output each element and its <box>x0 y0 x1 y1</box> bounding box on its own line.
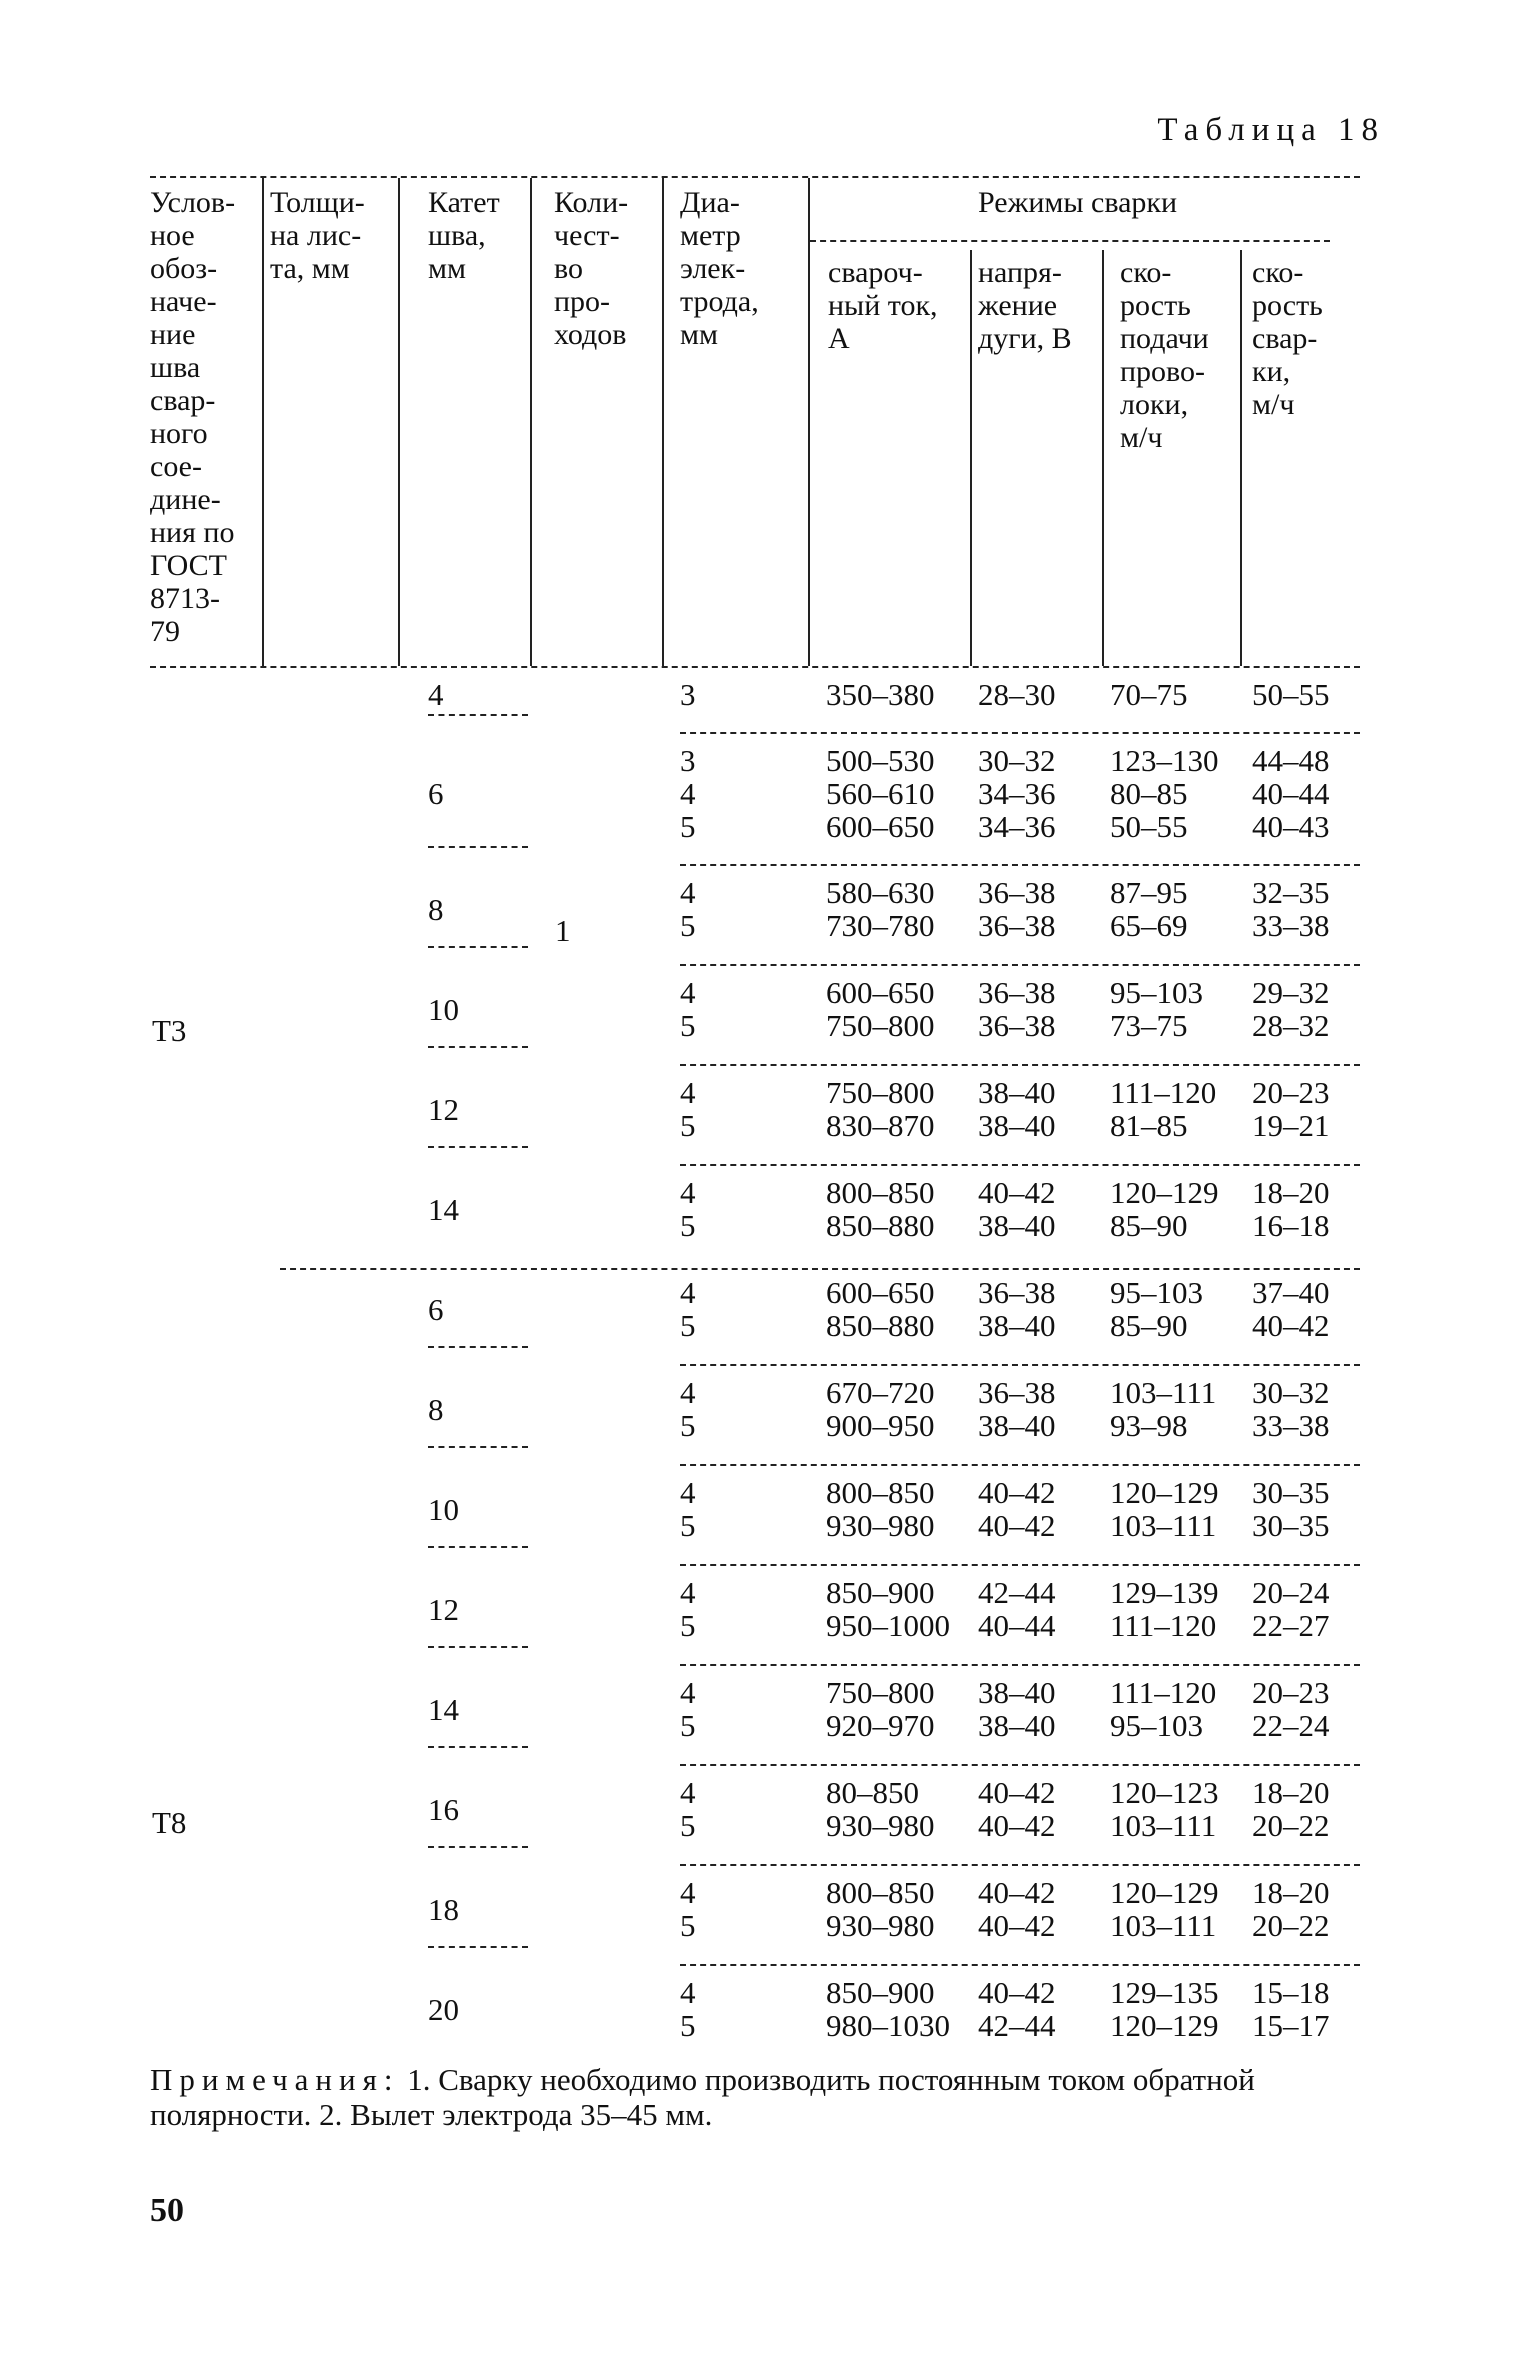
leg-separator <box>428 1646 528 1648</box>
electrode-diameter-cell: 4 <box>680 1975 696 2010</box>
weld-speed-cell: 40–44 <box>1252 776 1330 811</box>
electrode-diameter-cell: 4 <box>680 1475 696 1510</box>
table-title: Таблица 18 <box>1157 112 1385 148</box>
leg-separator <box>428 1046 528 1048</box>
electrode-diameter-cell: 3 <box>680 743 696 778</box>
voltage-cell: 28–30 <box>978 677 1056 712</box>
wire-speed-cell: 70–75 <box>1110 677 1188 712</box>
voltage-cell: 38–40 <box>978 1208 1056 1243</box>
leg-cell: 8 <box>428 1391 444 1427</box>
voltage-cell: 42–44 <box>978 2008 1056 2043</box>
voltage-cell: 40–44 <box>978 1608 1056 1643</box>
notes-text: 1. Сварку необходимо производить постоянным током обратной полярности. 2. Вылет электрода 35–45 мм. <box>150 2062 1255 2132</box>
header-passes: Коли- чест- во про- ходов <box>554 186 629 351</box>
wire-speed-cell: 93–98 <box>1110 1408 1188 1443</box>
weld-speed-cell: 30–35 <box>1252 1475 1330 1510</box>
wire-speed-cell: 123–130 <box>1110 743 1219 778</box>
wire-speed-cell: 65–69 <box>1110 908 1188 943</box>
electrode-diameter-cell: 5 <box>680 1908 696 1943</box>
weld-type-t8: Т8 <box>152 1805 187 1840</box>
voltage-cell: 34–36 <box>978 809 1056 844</box>
current-cell: 980–1030 <box>826 2008 950 2043</box>
header-divider <box>808 178 810 666</box>
voltage-cell: 38–40 <box>978 1675 1056 1710</box>
group-separator <box>680 1864 1360 1866</box>
current-cell: 600–650 <box>826 1275 935 1310</box>
wire-speed-cell: 111–120 <box>1110 1075 1217 1110</box>
electrode-diameter-cell: 4 <box>680 776 696 811</box>
wire-speed-cell: 73–75 <box>1110 1008 1188 1043</box>
voltage-cell: 40–42 <box>978 1475 1056 1510</box>
group-separator <box>680 732 1360 734</box>
weld-speed-cell: 44–48 <box>1252 743 1330 778</box>
current-cell: 580–630 <box>826 875 935 910</box>
leg-separator <box>428 1746 528 1748</box>
current-cell: 850–900 <box>826 1975 935 2010</box>
weld-speed-cell: 15–17 <box>1252 2008 1330 2043</box>
voltage-cell: 36–38 <box>978 875 1056 910</box>
wire-speed-cell: 111–120 <box>1110 1675 1217 1710</box>
wire-speed-cell: 50–55 <box>1110 809 1188 844</box>
weld-speed-cell: 30–35 <box>1252 1508 1330 1543</box>
electrode-diameter-cell: 4 <box>680 1575 696 1610</box>
current-cell: 800–850 <box>826 1875 935 1910</box>
electrode-diameter-cell: 4 <box>680 1075 696 1110</box>
current-cell: 900–950 <box>826 1408 935 1443</box>
header-divider <box>1102 250 1104 666</box>
wire-speed-cell: 129–139 <box>1110 1575 1219 1610</box>
wire-speed-cell: 120–129 <box>1110 1875 1219 1910</box>
current-cell: 930–980 <box>826 1808 935 1843</box>
current-cell: 750–800 <box>826 1008 935 1043</box>
table-notes <box>150 2062 1390 2132</box>
header-leg: Катет шва, мм <box>428 186 500 285</box>
leg-cell: 6 <box>428 1291 444 1327</box>
weld-speed-cell: 22–24 <box>1252 1708 1330 1743</box>
leg-cell: 14 <box>428 1191 459 1227</box>
electrode-diameter-cell: 5 <box>680 1708 696 1743</box>
header-divider <box>530 178 532 666</box>
leg-cell: 6 <box>428 776 444 811</box>
leg-separator <box>428 1546 528 1548</box>
electrode-diameter-cell: 5 <box>680 1008 696 1043</box>
current-cell: 850–880 <box>826 1208 935 1243</box>
wire-speed-cell: 85–90 <box>1110 1208 1188 1243</box>
wire-speed-cell: 103–111 <box>1110 1908 1217 1943</box>
current-cell: 500–530 <box>826 743 935 778</box>
wire-speed-cell: 95–103 <box>1110 1275 1203 1310</box>
voltage-cell: 38–40 <box>978 1075 1056 1110</box>
voltage-cell: 38–40 <box>978 1708 1056 1743</box>
weld-type-t3: Т3 <box>152 1013 187 1048</box>
leg-separator <box>428 1346 528 1348</box>
current-cell: 670–720 <box>826 1375 935 1410</box>
voltage-cell: 36–38 <box>978 1375 1056 1410</box>
header-divider <box>662 178 664 666</box>
current-cell: 350–380 <box>826 677 935 712</box>
weld-speed-cell: 30–32 <box>1252 1375 1330 1410</box>
header-bottom-rule <box>150 666 1360 668</box>
weld-speed-cell: 20–22 <box>1252 1808 1330 1843</box>
weld-speed-cell: 33–38 <box>1252 908 1330 943</box>
current-cell: 920–970 <box>826 1708 935 1743</box>
weld-speed-cell: 16–18 <box>1252 1208 1330 1243</box>
electrode-diameter-cell: 4 <box>680 1175 696 1210</box>
leg-separator <box>428 1146 528 1148</box>
weld-speed-cell: 37–40 <box>1252 1275 1330 1310</box>
weld-speed-cell: 33–38 <box>1252 1408 1330 1443</box>
header-top-rule <box>150 176 1360 178</box>
wire-speed-cell: 85–90 <box>1110 1308 1188 1343</box>
group-separator <box>680 1764 1360 1766</box>
leg-separator <box>428 846 528 848</box>
leg-cell: 4 <box>428 677 444 712</box>
group-separator <box>680 1464 1360 1466</box>
electrode-diameter-cell: 5 <box>680 1808 696 1843</box>
leg-cell: 12 <box>428 1591 459 1627</box>
notes-label: Примечания: <box>150 2062 400 2097</box>
leg-cell: 8 <box>428 891 444 927</box>
voltage-cell: 30–32 <box>978 743 1056 778</box>
header-group-rule <box>810 240 1330 242</box>
electrode-diameter-cell: 5 <box>680 1408 696 1443</box>
leg-cell: 16 <box>428 1791 459 1827</box>
electrode-diameter-cell: 4 <box>680 1875 696 1910</box>
electrode-diameter-cell: 4 <box>680 1375 696 1410</box>
current-cell: 800–850 <box>826 1175 935 1210</box>
voltage-cell: 40–42 <box>978 1175 1056 1210</box>
current-cell: 800–850 <box>826 1475 935 1510</box>
header-current: свароч- ный ток, А <box>828 256 938 355</box>
electrode-diameter-cell: 5 <box>680 809 696 844</box>
current-cell: 730–780 <box>826 908 935 943</box>
voltage-cell: 36–38 <box>978 908 1056 943</box>
header-divider <box>970 250 972 666</box>
wire-speed-cell: 81–85 <box>1110 1108 1188 1143</box>
electrode-diameter-cell: 5 <box>680 908 696 943</box>
weld-speed-cell: 20–22 <box>1252 1908 1330 1943</box>
group-separator <box>680 1064 1360 1066</box>
voltage-cell: 40–42 <box>978 1775 1056 1810</box>
weld-speed-cell: 20–23 <box>1252 1075 1330 1110</box>
header-weld-speed: ско- рость свар- ки, м/ч <box>1252 256 1323 421</box>
electrode-diameter-cell: 5 <box>680 1208 696 1243</box>
wire-speed-cell: 111–120 <box>1110 1608 1217 1643</box>
weld-speed-cell: 40–43 <box>1252 809 1330 844</box>
current-cell: 850–900 <box>826 1575 935 1610</box>
current-cell: 600–650 <box>826 809 935 844</box>
electrode-diameter-cell: 3 <box>680 677 696 712</box>
weld-speed-cell: 29–32 <box>1252 975 1330 1010</box>
wire-speed-cell: 120–123 <box>1110 1775 1219 1810</box>
electrode-diameter-cell: 4 <box>680 1675 696 1710</box>
wire-speed-cell: 129–135 <box>1110 1975 1219 2010</box>
passes-value: 1 <box>555 913 571 948</box>
weld-speed-cell: 50–55 <box>1252 677 1330 712</box>
weld-speed-cell: 40–42 <box>1252 1308 1330 1343</box>
weld-speed-cell: 22–27 <box>1252 1608 1330 1643</box>
voltage-cell: 42–44 <box>978 1575 1056 1610</box>
section-separator <box>280 1268 1360 1270</box>
leg-cell: 18 <box>428 1891 459 1927</box>
leg-separator <box>428 1446 528 1448</box>
weld-speed-cell: 32–35 <box>1252 875 1330 910</box>
weld-speed-cell: 18–20 <box>1252 1875 1330 1910</box>
current-cell: 850–880 <box>826 1308 935 1343</box>
wire-speed-cell: 120–129 <box>1110 1175 1219 1210</box>
wire-speed-cell: 95–103 <box>1110 1708 1203 1743</box>
wire-speed-cell: 95–103 <box>1110 975 1203 1010</box>
leg-separator <box>428 946 528 948</box>
voltage-cell: 38–40 <box>978 1308 1056 1343</box>
current-cell: 750–800 <box>826 1675 935 1710</box>
weld-speed-cell: 19–21 <box>1252 1108 1330 1143</box>
voltage-cell: 40–42 <box>978 1808 1056 1843</box>
voltage-cell: 34–36 <box>978 776 1056 811</box>
voltage-cell: 36–38 <box>978 1008 1056 1043</box>
leg-cell: 14 <box>428 1691 459 1727</box>
leg-cell: 20 <box>428 1991 459 2027</box>
leg-cell: 12 <box>428 1091 459 1127</box>
voltage-cell: 38–40 <box>978 1108 1056 1143</box>
current-cell: 950–1000 <box>826 1608 950 1643</box>
page-number: 50 <box>150 2192 184 2229</box>
current-cell: 930–980 <box>826 1908 935 1943</box>
group-separator <box>680 1364 1360 1366</box>
current-cell: 80–850 <box>826 1775 919 1810</box>
weld-speed-cell: 15–18 <box>1252 1975 1330 2010</box>
current-cell: 560–610 <box>826 776 935 811</box>
group-separator <box>680 1664 1360 1666</box>
weld-speed-cell: 20–24 <box>1252 1575 1330 1610</box>
header-weld-designation: Услов- ное обоз- наче- ние шва свар- ного сое- дине- ния по ГОСТ 8713- 79 <box>150 186 236 648</box>
wire-speed-cell: 103–111 <box>1110 1808 1217 1843</box>
current-cell: 750–800 <box>826 1075 935 1110</box>
leg-separator <box>428 1846 528 1848</box>
current-cell: 600–650 <box>826 975 935 1010</box>
electrode-diameter-cell: 4 <box>680 1775 696 1810</box>
electrode-diameter-cell: 4 <box>680 975 696 1010</box>
electrode-diameter-cell: 5 <box>680 1308 696 1343</box>
voltage-cell: 36–38 <box>978 975 1056 1010</box>
voltage-cell: 36–38 <box>978 1275 1056 1310</box>
group-separator <box>680 1564 1360 1566</box>
current-cell: 930–980 <box>826 1508 935 1543</box>
current-cell: 830–870 <box>826 1108 935 1143</box>
voltage-cell: 40–42 <box>978 1508 1056 1543</box>
leg-separator <box>428 1946 528 1948</box>
leg-cell: 10 <box>428 1491 459 1527</box>
weld-speed-cell: 18–20 <box>1252 1175 1330 1210</box>
group-separator <box>680 1164 1360 1166</box>
group-separator <box>680 1964 1360 1966</box>
wire-speed-cell: 80–85 <box>1110 776 1188 811</box>
wire-speed-cell: 103–111 <box>1110 1508 1217 1543</box>
header-voltage: напря- жение дуги, В <box>978 256 1072 355</box>
leg-cell: 10 <box>428 991 459 1027</box>
header-electrode-diameter: Диа- метр элек- трода, мм <box>680 186 759 351</box>
wire-speed-cell: 87–95 <box>1110 875 1188 910</box>
leg-separator <box>428 714 528 716</box>
wire-speed-cell: 103–111 <box>1110 1375 1217 1410</box>
header-welding-modes: Режимы сварки <box>978 186 1178 219</box>
weld-speed-cell: 28–32 <box>1252 1008 1330 1043</box>
electrode-diameter-cell: 5 <box>680 2008 696 2043</box>
electrode-diameter-cell: 5 <box>680 1508 696 1543</box>
voltage-cell: 38–40 <box>978 1408 1056 1443</box>
electrode-diameter-cell: 5 <box>680 1108 696 1143</box>
weld-speed-cell: 20–23 <box>1252 1675 1330 1710</box>
group-separator <box>680 864 1360 866</box>
wire-speed-cell: 120–129 <box>1110 1475 1219 1510</box>
voltage-cell: 40–42 <box>978 1908 1056 1943</box>
weld-speed-cell: 18–20 <box>1252 1775 1330 1810</box>
electrode-diameter-cell: 5 <box>680 1608 696 1643</box>
voltage-cell: 40–42 <box>978 1875 1056 1910</box>
electrode-diameter-cell: 4 <box>680 875 696 910</box>
header-divider <box>398 178 400 666</box>
wire-speed-cell: 120–129 <box>1110 2008 1219 2043</box>
header-divider <box>1240 250 1242 666</box>
electrode-diameter-cell: 4 <box>680 1275 696 1310</box>
header-sheet-thickness: Толщи- на лис- та, мм <box>270 186 365 285</box>
voltage-cell: 40–42 <box>978 1975 1056 2010</box>
header-divider <box>262 178 264 666</box>
group-separator <box>680 964 1360 966</box>
header-wire-speed: ско- рость подачи прово- локи, м/ч <box>1120 256 1209 454</box>
